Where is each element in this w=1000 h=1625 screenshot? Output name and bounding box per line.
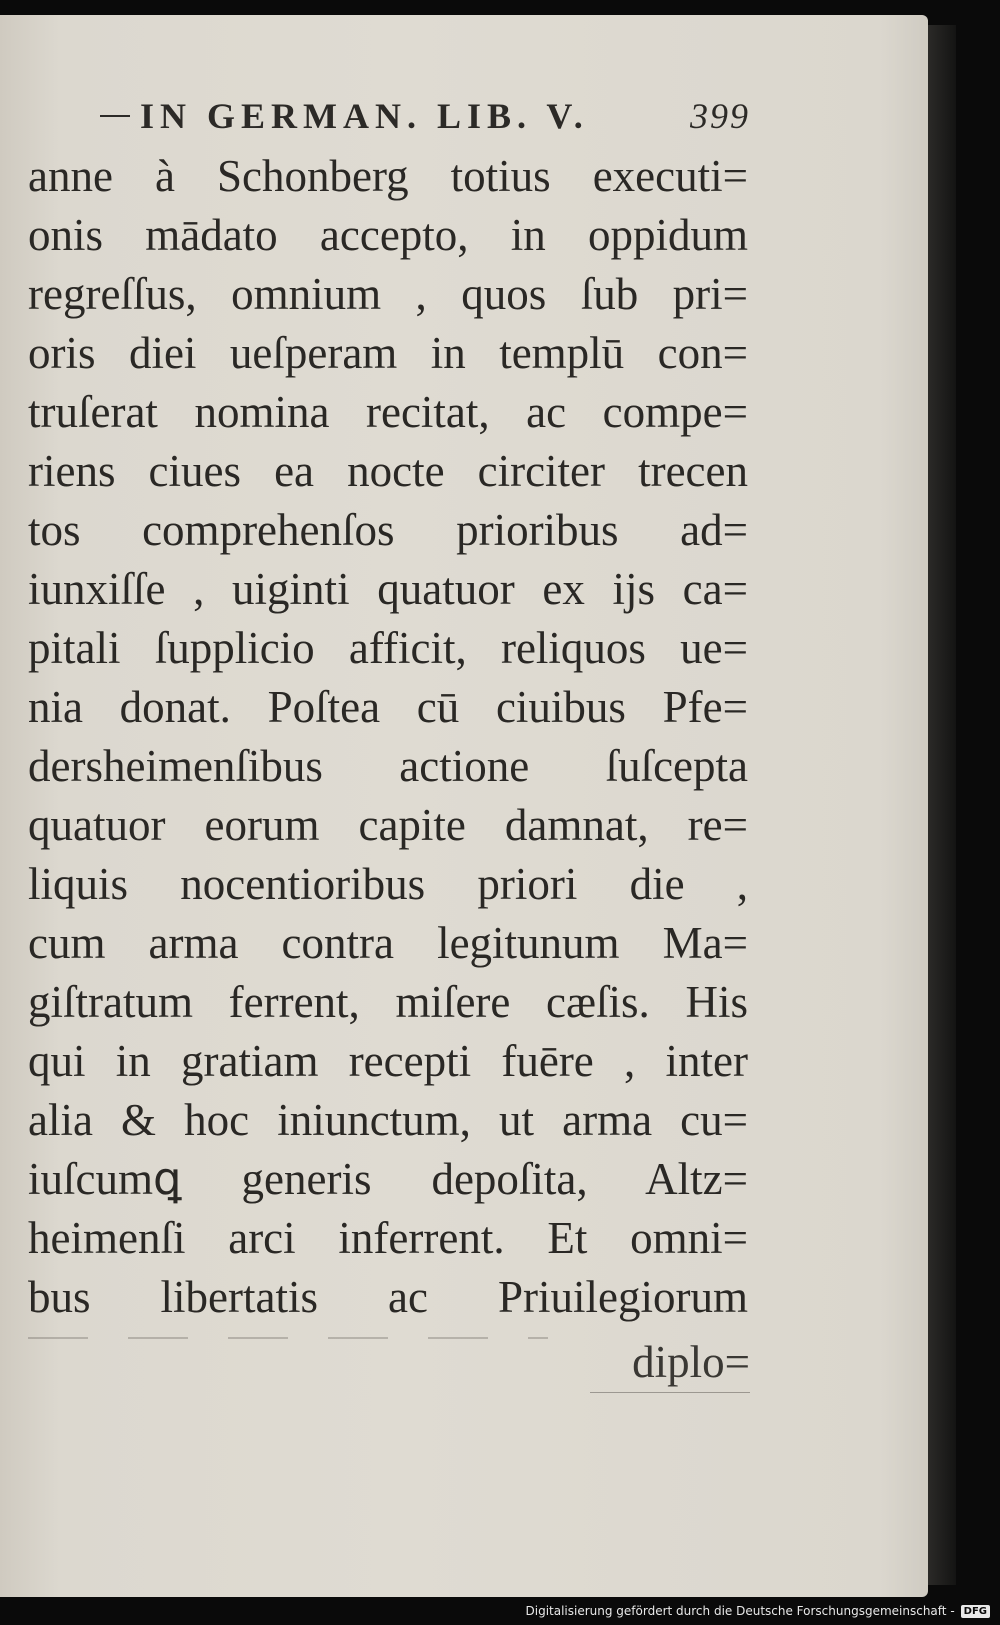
- text-line: anne à Schonberg totius executi=: [28, 151, 748, 201]
- dfg-logo-icon: DFG: [961, 1605, 990, 1618]
- text-line: cum arma contra legitunum Ma=: [28, 918, 748, 968]
- running-head-title: IN GERMAN. LIB. V.: [140, 96, 589, 136]
- text-line: tos comprehenſos prioribus ad=: [28, 505, 748, 555]
- text-line: iunxiſſe , uiginti quatuor ex ijs ca=: [28, 564, 748, 614]
- body-text: [28, 147, 748, 1327]
- text-line: heimenſi arci inferrent. Et omni=: [28, 1213, 748, 1263]
- text-line: alia & hoc iniunctum, ut arma cu=: [28, 1095, 748, 1145]
- text-line: bus libertatis ac Priuilegiorum: [28, 1272, 748, 1322]
- text-line: qui in gratiam recepti fuēre , inter: [28, 1036, 748, 1086]
- text-line: regreſſus, omnium , quos ſub pri=: [28, 269, 748, 319]
- page-edge-shadow: [928, 25, 956, 1585]
- text-line: dersheimenſibus actione ſuſcepta: [28, 741, 748, 791]
- text-line: oris diei ueſperam in templū con=: [28, 328, 748, 378]
- funding-credit: Digitalisierung gefördert durch die Deutsche Forschungsgemeinschaft -: [525, 1604, 955, 1618]
- head-dash: [100, 115, 130, 117]
- text-line: nia donat. Poſtea cū ciuibus Pfe=: [28, 682, 748, 732]
- book-page: [0, 15, 928, 1597]
- faint-bleed-through-rule: [28, 1337, 548, 1339]
- text-line: quatuor eorum capite damnat, re=: [28, 800, 748, 850]
- text-line: liquis nocentioribus priori die ,: [28, 859, 748, 909]
- page-number: 399: [690, 96, 750, 136]
- text-line: giſtratum ferrent, miſere cæſis. His: [28, 977, 748, 1027]
- catchword: diplo=: [590, 1333, 750, 1393]
- text-line: truſerat nomina recitat, ac compe=: [28, 387, 748, 437]
- running-head: [100, 91, 750, 141]
- footer-bar: [0, 1597, 1000, 1625]
- text-line: iuſcumꝗ generis depoſita, Altz=: [28, 1154, 748, 1204]
- text-line: riens ciues ea nocte circiter trecen: [28, 446, 748, 496]
- text-line: onis mādato accepto, in oppidum: [28, 210, 748, 260]
- text-line: pitali ſupplicio afficit, reliquos ue=: [28, 623, 748, 673]
